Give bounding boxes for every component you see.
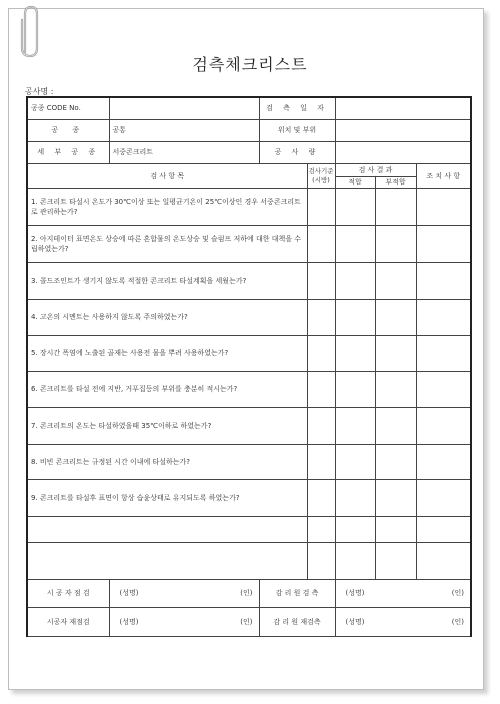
- not-ok-cell[interactable]: [375, 407, 416, 444]
- standard-cell[interactable]: [307, 225, 335, 262]
- inspection-date-value[interactable]: [335, 97, 471, 119]
- checklist-item-text: 6. 콘크리트를 타설 전에 지반, 거푸집등의 부위를 충분히 적시는가?: [27, 371, 307, 407]
- standard-cell[interactable]: [307, 516, 335, 542]
- standard-cell[interactable]: [307, 188, 335, 225]
- result-not-ok-header: 부적합: [375, 176, 416, 188]
- checklist-row: [27, 444, 471, 479]
- work-type-label: 공 종: [27, 119, 109, 141]
- contractor-recheck-sign[interactable]: [109, 607, 259, 636]
- checklist-row: [27, 299, 471, 335]
- checklist-item-text: 8. 비빈 콘크리트는 규정된 시간 이내에 타설하는가?: [27, 444, 307, 479]
- standard-header-line1: 검사기준: [308, 166, 334, 175]
- standard-cell[interactable]: [307, 542, 335, 579]
- signature-row-2: [27, 607, 471, 636]
- checklist-row: [27, 516, 471, 542]
- detail-work-value[interactable]: 서중콘크리트: [109, 141, 259, 163]
- checklist-row: [27, 371, 471, 407]
- checklist-item-text: 5. 장시간 폭염에 노출된 골재는 사용전 물을 뿌려 사용하였는가?: [27, 335, 307, 371]
- checklist-item-text: 1. 콘크리트 타설시 온도가 30℃이상 또는 일평균기온이 25℃이상인 경우 서중콘크리트로 관리하는가?: [27, 188, 307, 225]
- ok-cell[interactable]: [335, 542, 375, 579]
- info-row-2: [27, 119, 471, 141]
- not-ok-cell[interactable]: [375, 225, 416, 262]
- supervisor-check-name: (성명): [345, 589, 365, 597]
- inspection-date-label: 검 측 일 자: [259, 97, 335, 119]
- ok-cell[interactable]: [335, 299, 375, 335]
- action-cell[interactable]: [416, 479, 471, 516]
- result-ok-header: 적합: [335, 176, 375, 188]
- standard-cell[interactable]: [307, 479, 335, 516]
- contractor-check-sign[interactable]: [109, 579, 259, 607]
- signature-row-1: [27, 579, 471, 607]
- not-ok-cell[interactable]: [375, 479, 416, 516]
- contractor-recheck-name: (성명): [119, 617, 139, 626]
- checklist-row: [27, 225, 471, 262]
- inspection-items-header: 검 사 항 목: [27, 163, 307, 188]
- info-row-1: [27, 97, 471, 119]
- action-cell[interactable]: [416, 299, 471, 335]
- supervisor-check-sign[interactable]: [335, 579, 471, 607]
- supervisor-recheck-label: 감 리 원 재검측: [259, 607, 335, 636]
- checklist-item-text: [27, 516, 307, 542]
- checklist-row: [27, 407, 471, 444]
- ok-cell[interactable]: [335, 371, 375, 407]
- supervisor-check-label: 감 리 원 검 측: [259, 579, 335, 607]
- location-value[interactable]: [335, 119, 471, 141]
- standard-header: [307, 163, 335, 188]
- result-header: 검 사 결 과: [335, 163, 416, 176]
- supervisor-recheck-sign[interactable]: [335, 607, 471, 636]
- supervisor-check-seal: (인): [451, 589, 464, 597]
- supervisor-recheck-seal: (인): [451, 617, 464, 626]
- ok-cell[interactable]: [335, 335, 375, 371]
- action-header: 조 치 사 항: [416, 163, 471, 188]
- page-title: 검측체크리스트: [192, 55, 308, 74]
- action-cell[interactable]: [416, 371, 471, 407]
- standard-cell[interactable]: [307, 407, 335, 444]
- standard-header-line2: (시방): [312, 175, 330, 184]
- action-cell[interactable]: [416, 335, 471, 371]
- checklist-item-text: [27, 542, 307, 579]
- not-ok-cell[interactable]: [375, 516, 416, 542]
- checklist-item-text: 7. 콘크리트의 온도는 타설하였을때 35℃이하로 하였는가?: [27, 407, 307, 444]
- ok-cell[interactable]: [335, 444, 375, 479]
- contractor-recheck-seal: (인): [240, 617, 253, 626]
- ok-cell[interactable]: [335, 225, 375, 262]
- checklist-row: [27, 335, 471, 371]
- ok-cell[interactable]: [335, 516, 375, 542]
- checklist-items: [27, 188, 471, 579]
- not-ok-cell[interactable]: [375, 542, 416, 579]
- not-ok-cell[interactable]: [375, 188, 416, 225]
- ok-cell[interactable]: [335, 407, 375, 444]
- action-cell[interactable]: [416, 516, 471, 542]
- not-ok-cell[interactable]: [375, 262, 416, 299]
- info-row-3: [27, 141, 471, 163]
- header-row-1: [27, 163, 471, 176]
- action-cell[interactable]: [416, 444, 471, 479]
- standard-cell[interactable]: [307, 444, 335, 479]
- not-ok-cell[interactable]: [375, 371, 416, 407]
- not-ok-cell[interactable]: [375, 299, 416, 335]
- action-cell[interactable]: [416, 262, 471, 299]
- detail-work-label: 세 부 공 종: [27, 141, 109, 163]
- work-type-value[interactable]: 공통: [109, 119, 259, 141]
- contractor-check-name: (성명): [119, 589, 139, 597]
- standard-cell[interactable]: [307, 299, 335, 335]
- checklist-row: [27, 479, 471, 516]
- supervisor-recheck-name: (성명): [345, 617, 365, 626]
- quantity-value[interactable]: [335, 141, 471, 163]
- ok-cell[interactable]: [335, 262, 375, 299]
- work-code-label: 공종 CODE No.: [27, 97, 109, 119]
- checklist-row: [27, 542, 471, 579]
- checklist-row: [27, 262, 471, 299]
- checklist-item-text: 3. 콜드조인트가 생기지 않도록 적절한 콘크리트 타설계획을 세웠는가?: [27, 262, 307, 299]
- standard-cell[interactable]: [307, 262, 335, 299]
- not-ok-cell[interactable]: [375, 335, 416, 371]
- action-cell[interactable]: [416, 225, 471, 262]
- checklist-item-text: 9. 콘크리트를 타설후 표면이 항상 습윤상태로 유지되도록 하였는가?: [27, 479, 307, 516]
- checklist-row: [27, 188, 471, 225]
- work-code-value[interactable]: [109, 97, 259, 119]
- inspection-checklist-table: [26, 96, 472, 637]
- not-ok-cell[interactable]: [375, 444, 416, 479]
- standard-cell[interactable]: [307, 371, 335, 407]
- action-cell[interactable]: [416, 542, 471, 579]
- contractor-check-seal: (인): [240, 589, 253, 597]
- action-cell[interactable]: [416, 407, 471, 444]
- ok-cell[interactable]: [335, 479, 375, 516]
- action-cell[interactable]: [416, 188, 471, 225]
- contractor-recheck-label: 시공자 재점검: [27, 607, 109, 636]
- standard-cell[interactable]: [307, 335, 335, 371]
- contractor-check-label: 시 공 자 점 검: [27, 579, 109, 607]
- quantity-label: 공 사 량: [259, 141, 335, 163]
- checklist-item-text: 2. 아지테이터 표면온도 상승에 따른 혼합물의 온도상승 및 슬럼프 저하에 대한 대책을 수립하였는가?: [27, 225, 307, 262]
- location-label: 위치 및 부위: [259, 119, 335, 141]
- ok-cell[interactable]: [335, 188, 375, 225]
- checklist-item-text: 4. 고온의 시멘트는 사용하지 않도록 주의하였는가?: [27, 299, 307, 335]
- project-name-label: 공사명 :: [25, 87, 54, 96]
